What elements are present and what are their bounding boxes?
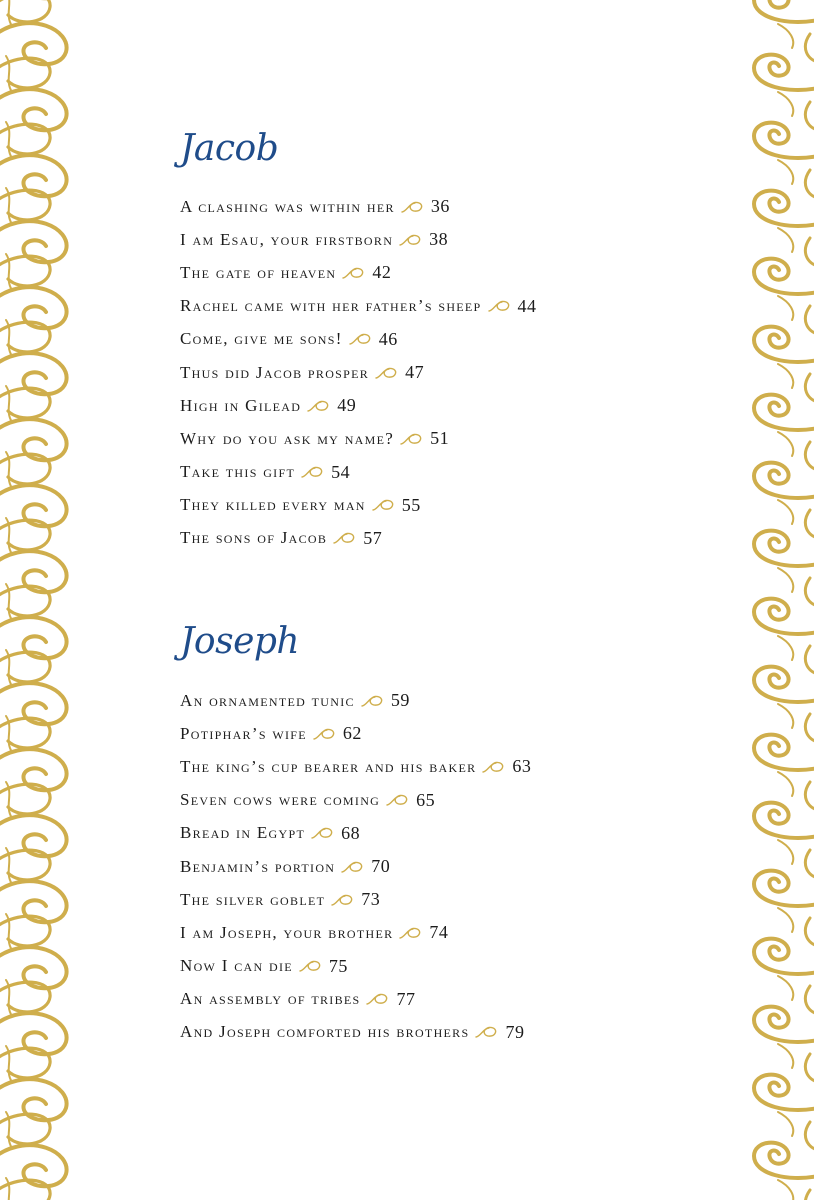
ornament-icon bbox=[488, 299, 512, 313]
right-ornamental-border bbox=[748, 0, 814, 1200]
entry-title: Now I can die bbox=[180, 956, 293, 976]
ornament-icon bbox=[366, 992, 390, 1006]
entry-title: The gate of heaven bbox=[180, 262, 337, 282]
entry-page-number: 51 bbox=[430, 428, 450, 449]
entry-title: Why do you ask my name? bbox=[180, 428, 395, 448]
toc-entry bbox=[180, 323, 537, 356]
ornament-icon bbox=[399, 926, 423, 940]
toc-entry bbox=[180, 489, 537, 522]
toc-entry bbox=[180, 950, 531, 983]
entry-page-number: 49 bbox=[337, 395, 357, 416]
entry-page-number: 36 bbox=[430, 196, 450, 217]
entry-title: Benjamin’s portion bbox=[180, 856, 336, 876]
section-title-jacob: Jacob bbox=[180, 128, 279, 169]
entry-page-number: 65 bbox=[416, 789, 436, 810]
entry-page-number: 79 bbox=[505, 1021, 525, 1042]
entry-title: And Joseph comforted his brothers bbox=[180, 1022, 470, 1042]
entry-title: I am Esau, your firstborn bbox=[180, 229, 394, 249]
ornament-icon bbox=[361, 694, 385, 708]
entry-page-number: 38 bbox=[429, 229, 449, 250]
toc-entry bbox=[180, 850, 531, 883]
ornament-icon bbox=[482, 760, 506, 774]
entry-title: Thus did Jacob prosper bbox=[180, 362, 370, 382]
ornament-icon bbox=[342, 266, 366, 280]
section-title-joseph: Joseph bbox=[180, 621, 300, 662]
entry-title: High in Gilead bbox=[180, 395, 302, 415]
toc-entry bbox=[180, 456, 537, 489]
entry-page-number: 77 bbox=[396, 988, 416, 1009]
entry-title: Come, give me sons! bbox=[180, 329, 343, 349]
toc-entry bbox=[180, 717, 531, 750]
entry-page-number: 54 bbox=[331, 461, 351, 482]
entry-title: Potiphar’s wife bbox=[180, 723, 307, 743]
entry-page-number: 68 bbox=[341, 822, 361, 843]
ornament-icon bbox=[386, 793, 410, 807]
entry-page-number: 55 bbox=[401, 494, 421, 515]
section-entries-jacob bbox=[180, 190, 537, 555]
toc-entry bbox=[180, 389, 537, 422]
section-entries-joseph bbox=[180, 684, 531, 1049]
toc-entry bbox=[180, 522, 537, 555]
toc-entry bbox=[180, 190, 537, 223]
ornament-icon bbox=[349, 332, 373, 346]
toc-entry bbox=[180, 883, 531, 916]
toc-entry bbox=[180, 750, 531, 783]
entry-title: They killed every man bbox=[180, 495, 366, 515]
ornament-icon bbox=[331, 893, 355, 907]
left-ornamental-border bbox=[0, 0, 74, 1200]
ornament-icon bbox=[299, 959, 323, 973]
entry-title: Rachel came with her father’s sheep bbox=[180, 296, 482, 316]
toc-entry bbox=[180, 784, 531, 817]
toc-entry bbox=[180, 916, 531, 949]
entry-page-number: 63 bbox=[512, 756, 532, 777]
entry-page-number: 73 bbox=[361, 889, 381, 910]
entry-page-number: 44 bbox=[517, 295, 537, 316]
entry-title: I am Joseph, your brother bbox=[180, 922, 394, 942]
ornament-icon bbox=[401, 200, 425, 214]
entry-page-number: 75 bbox=[328, 955, 348, 976]
toc-entry bbox=[180, 256, 537, 289]
ornament-icon bbox=[475, 1025, 499, 1039]
entry-title: A clashing was within her bbox=[180, 196, 395, 216]
toc-entry bbox=[180, 983, 531, 1016]
entry-page-number: 59 bbox=[390, 690, 410, 711]
entry-title: An ornamented tunic bbox=[180, 690, 355, 710]
entry-title: The king’s cup bearer and his baker bbox=[180, 756, 477, 776]
ornament-icon bbox=[307, 399, 331, 413]
entry-page-number: 42 bbox=[372, 262, 392, 283]
entry-title: Bread in Egypt bbox=[180, 823, 306, 843]
ornament-icon bbox=[333, 531, 357, 545]
ornament-icon bbox=[341, 860, 365, 874]
entry-page-number: 62 bbox=[342, 723, 362, 744]
ornament-icon bbox=[313, 727, 337, 741]
toc-entry bbox=[180, 422, 537, 455]
toc-entry bbox=[180, 223, 537, 256]
entry-page-number: 46 bbox=[378, 328, 398, 349]
entry-title: The sons of Jacob bbox=[180, 528, 328, 548]
ornament-icon bbox=[375, 366, 399, 380]
toc-entry bbox=[180, 356, 537, 389]
entry-page-number: 70 bbox=[371, 856, 391, 877]
toc-entry bbox=[180, 1016, 531, 1049]
toc-entry bbox=[180, 684, 531, 717]
toc-entry bbox=[180, 290, 537, 323]
entry-page-number: 74 bbox=[429, 922, 449, 943]
entry-title: Take this gift bbox=[180, 462, 296, 482]
entry-page-number: 57 bbox=[363, 527, 383, 548]
entry-page-number: 47 bbox=[405, 362, 425, 383]
toc-entry bbox=[180, 817, 531, 850]
ornament-icon bbox=[311, 826, 335, 840]
entry-title: Seven cows were coming bbox=[180, 790, 381, 810]
ornament-icon bbox=[372, 498, 396, 512]
ornament-icon bbox=[399, 233, 423, 247]
entry-title: An assembly of tribes bbox=[180, 989, 361, 1009]
ornament-icon bbox=[400, 432, 424, 446]
ornament-icon bbox=[301, 465, 325, 479]
entry-title: The silver goblet bbox=[180, 889, 326, 909]
